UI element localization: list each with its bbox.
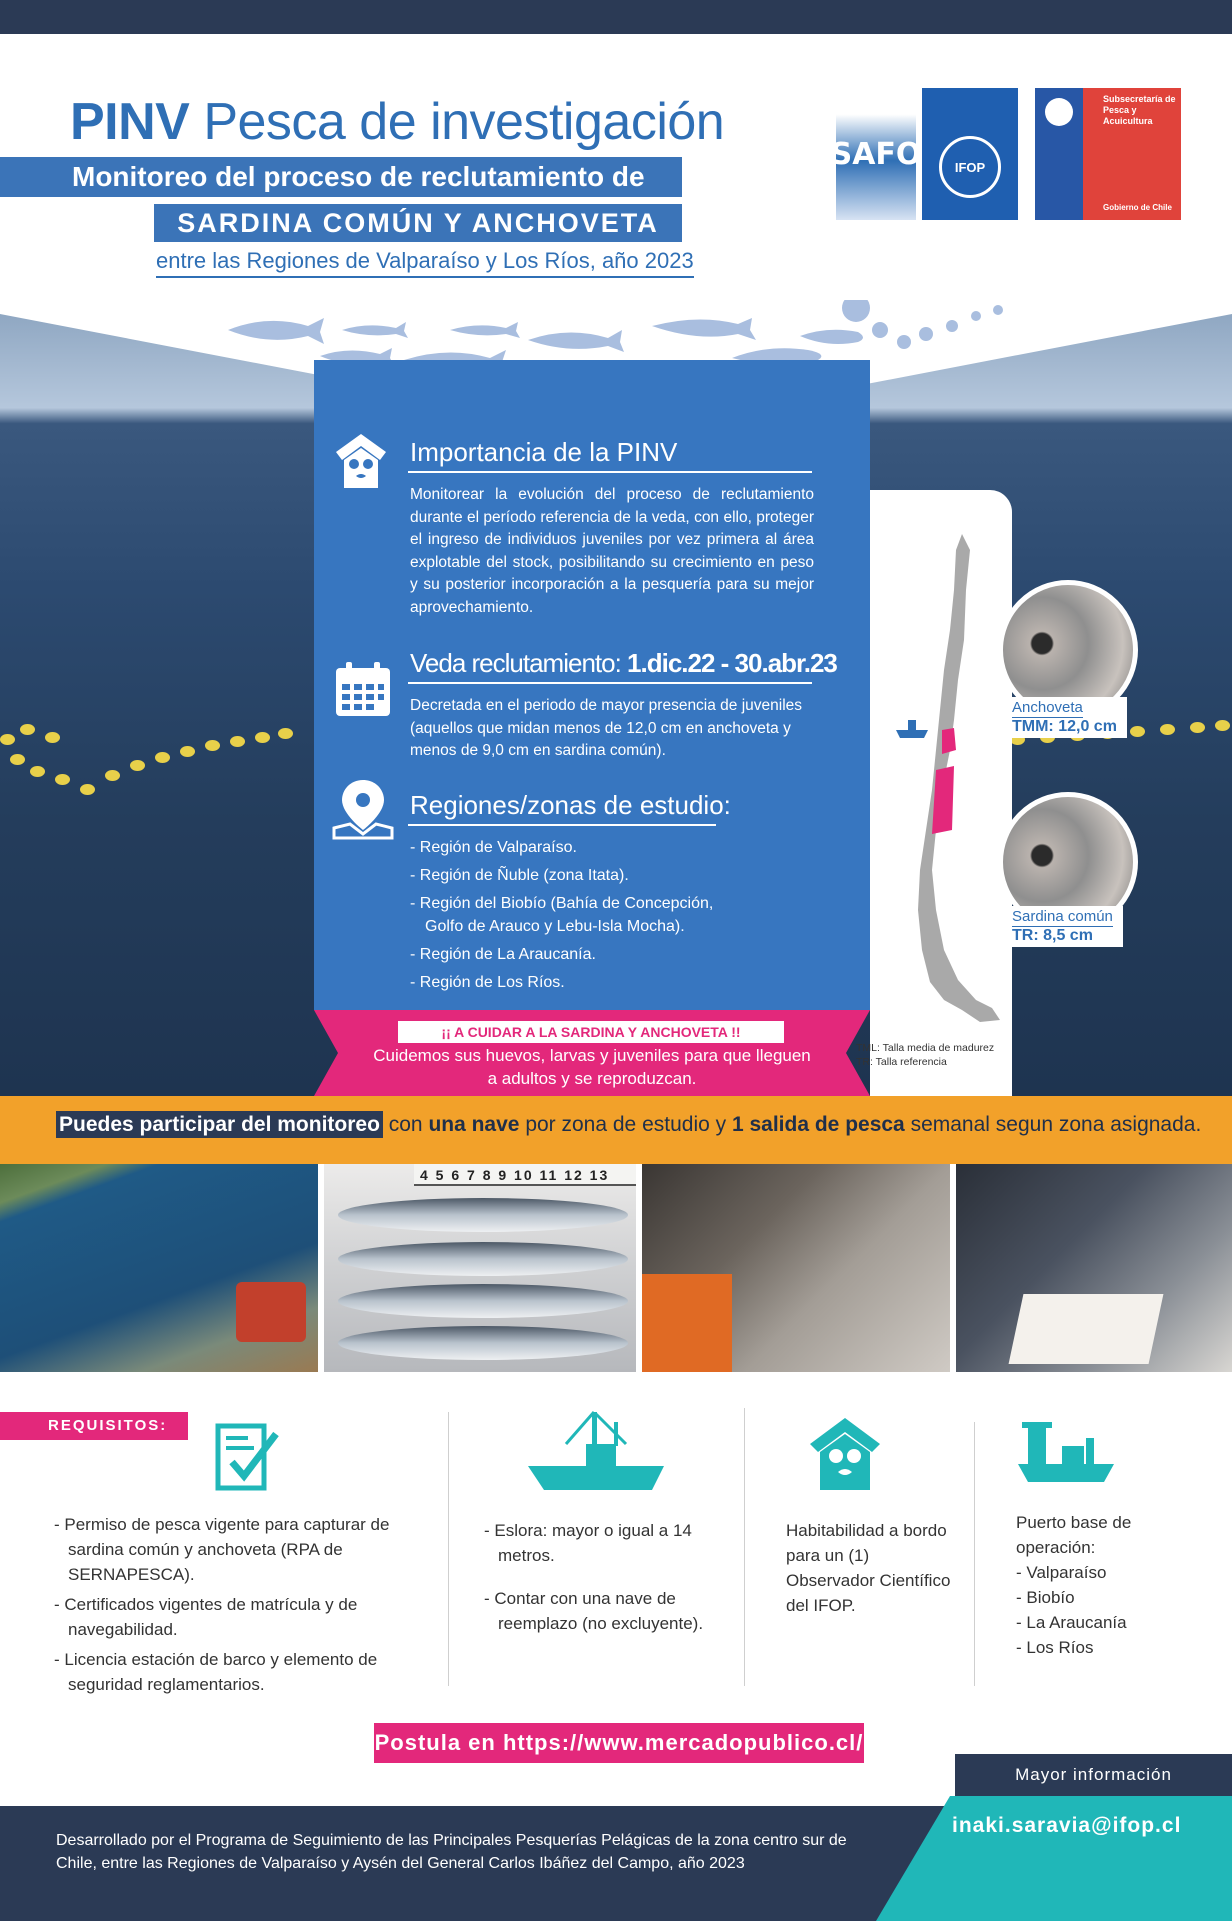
subtitle-species: SARDINA COMÚN Y ANCHOVETA bbox=[154, 204, 682, 242]
photo-scientists-recording bbox=[956, 1164, 1232, 1372]
list-item: - Contar con una nave de reemplazo (no excluyente). bbox=[484, 1589, 704, 1633]
importancia-text: Monitorear la evolución del proceso de reclutamiento durante el período referencia de la veda, con ello, proteger el ingreso de individuos juveniles por vez primera al área explotable del stock, posibilitando su crecimiento en peso y su posterior incorporación a la pesquería para su mejor aprovechamiento. bbox=[410, 486, 814, 616]
list-item: - Región de La Araucanía. bbox=[410, 946, 596, 963]
regiones-title: Regiones/zonas de estudio: bbox=[410, 790, 731, 820]
mayor-informacion-tab: Mayor información bbox=[955, 1754, 1232, 1796]
list-item: - La Araucanía bbox=[1016, 1613, 1127, 1632]
banner-label: ¡¡ A CUIDAR A LA SARDINA Y ANCHOVETA !! bbox=[398, 1021, 784, 1043]
banner-text: Cuidemos sus huevos, larvas y juveniles para que lleguen a adultos y se reproduzcan. bbox=[373, 1046, 811, 1088]
ruler: 4 5 6 7 8 9 10 11 12 13 bbox=[414, 1164, 636, 1186]
veda-title: Veda reclutamiento: 1.dic.22 - 30.abr.23 bbox=[410, 648, 837, 678]
chile-map bbox=[892, 530, 1004, 1030]
list-item: - Los Ríos bbox=[1016, 1638, 1094, 1657]
list-item: - Región del Biobío (Bahía de Concepción, Golfo de Arauco y Lebu-Isla Mocha). bbox=[410, 895, 714, 935]
requisitos-col-1 bbox=[54, 1512, 404, 1702]
page-title: PINV Pesca de investigación bbox=[70, 93, 725, 151]
ifop-fish-icon: IFOP bbox=[939, 136, 1001, 198]
subtitle-line-1: Monitoreo del proceso de reclutamiento de bbox=[0, 157, 682, 197]
photo-lab-sampling bbox=[642, 1164, 950, 1372]
photo-measured-sardines bbox=[324, 1164, 636, 1372]
footer-credits: Desarrollado por el Programa de Seguimiento de las Principales Pesquerías Pelágicas de la zona centro sur de Chile, entre las Regiones de Valparaíso y Aysén del General Carlos Ibáñez del Campo, año 2023 bbox=[56, 1832, 847, 1872]
fishing-boat-icon bbox=[526, 1404, 666, 1496]
observer-icon bbox=[800, 1414, 890, 1494]
requisitos-tag: REQUISITOS: bbox=[0, 1412, 188, 1440]
port-crane-icon bbox=[1018, 1420, 1114, 1490]
calendar-icon bbox=[332, 660, 394, 718]
location-pin-icon bbox=[330, 778, 396, 840]
sardina-label: Sardina común TR: 8,5 cm bbox=[1002, 906, 1123, 947]
boat-icon bbox=[896, 720, 928, 738]
map-notes: TML: Talla media de madurez TR: Talla referencia bbox=[856, 1042, 995, 1068]
postula-link[interactable]: Postula en https://www.mercadopublico.cl/ bbox=[374, 1723, 864, 1763]
gobierno-logo: Subsecretaría de Pesca y Acuicultura Gobierno de Chile bbox=[1035, 88, 1181, 220]
list-item: - Biobío bbox=[1016, 1588, 1075, 1607]
list-item: - Permiso de pesca vigente para capturar de sardina común y anchoveta (RPA de SERNAPESCA). bbox=[54, 1515, 390, 1584]
chile-crest-icon bbox=[1045, 98, 1073, 126]
requisitos-col-2 bbox=[484, 1518, 716, 1641]
subtitle-regions: entre las Regiones de Valparaíso y Los Ríos, año 2023 bbox=[156, 248, 694, 278]
photo-fishing-net bbox=[0, 1164, 318, 1372]
participa-text: Puedes participar del monitoreo con una nave por zona de estudio y 1 salida de pesca semanal segun zona asignada. bbox=[56, 1113, 1201, 1137]
safo-logo: SAFO bbox=[836, 88, 916, 220]
requisitos-col-3: Habitabilidad a bordo para un (1) Observador Científico del IFOP. bbox=[786, 1521, 951, 1615]
veda-text: Decretada en el periodo de mayor presencia de juveniles (aquellos que midan menos de 12,0 cm en anchoveta y menos de 9,0 cm en sardina común). bbox=[410, 697, 803, 759]
list-item: - Valparaíso bbox=[1016, 1563, 1107, 1582]
ifop-logo bbox=[922, 88, 1018, 220]
document-check-icon bbox=[212, 1420, 282, 1494]
top-bar bbox=[0, 0, 1232, 34]
regiones-list bbox=[410, 836, 740, 999]
importancia-title: Importancia de la PINV bbox=[410, 437, 678, 467]
contact-email-link[interactable]: inaki.saravia@ifop.cl bbox=[952, 1814, 1182, 1837]
list-item: - Certificados vigentes de matrícula y de navegabilidad. bbox=[54, 1595, 358, 1639]
anchoveta-label: Anchoveta TMM: 12,0 cm bbox=[1002, 697, 1127, 738]
list-item: - Licencia estación de barco y elemento de seguridad reglamentarios. bbox=[54, 1650, 378, 1694]
list-item: - Región de Valparaíso. bbox=[410, 839, 577, 856]
observer-binoculars-icon bbox=[328, 430, 394, 492]
list-item: - Región de Ñuble (zona Itata). bbox=[410, 867, 629, 884]
requisitos-col-4: Puerto base de operación: - Valparaíso - Biobío - La Araucanía - Los Ríos bbox=[1016, 1510, 1176, 1660]
list-item: - Región de Los Ríos. bbox=[410, 974, 565, 991]
list-item: - Eslora: mayor o igual a 14 metros. bbox=[484, 1521, 692, 1565]
